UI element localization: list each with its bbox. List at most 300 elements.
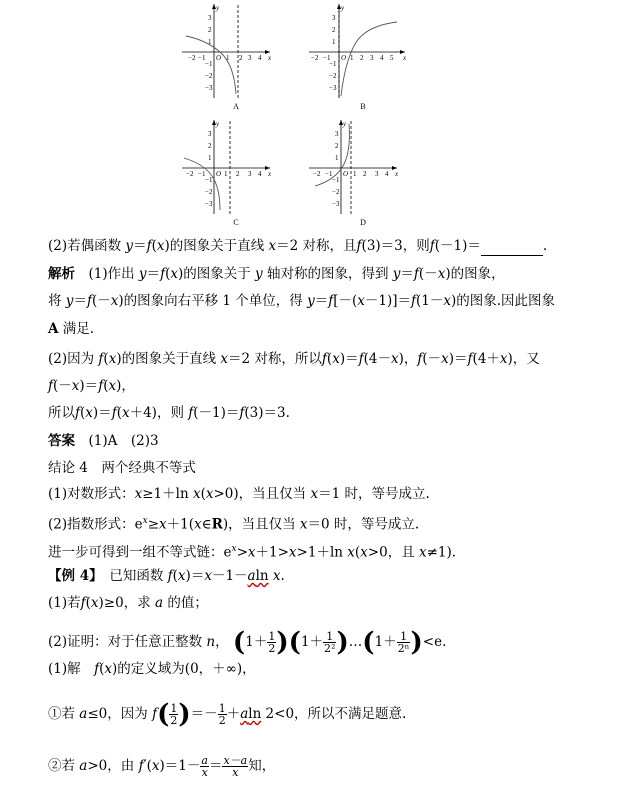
text: ＋1> <box>255 544 289 561</box>
graph-d-plot <box>305 118 425 218</box>
text: ＋ <box>226 706 241 722</box>
var: f <box>167 568 173 584</box>
graph-c-x-label: x <box>268 170 272 178</box>
example-label: 【例 4】 <box>48 568 96 584</box>
var: f <box>328 293 334 309</box>
left-paren: ( <box>362 627 375 658</box>
var: a <box>240 706 249 722</box>
var: x <box>441 351 449 367</box>
numerator: 1 <box>397 631 411 643</box>
graph-d-xtick: −2 <box>313 170 321 178</box>
text: 满足. <box>58 321 95 337</box>
text: ( <box>103 378 109 394</box>
var: x <box>142 516 148 526</box>
fraction <box>218 703 227 726</box>
fraction <box>323 631 336 654</box>
text: ＋1( <box>166 516 194 533</box>
denominator: x <box>232 766 239 779</box>
var: x <box>220 351 229 367</box>
graph-b-y-label: y <box>341 4 345 12</box>
var: x <box>159 516 167 533</box>
var: f <box>467 351 473 367</box>
graph-a-plot <box>178 2 298 102</box>
text: <e. <box>422 634 447 650</box>
example-4-q1 <box>48 594 208 612</box>
text: ≠1). <box>426 544 457 561</box>
text: (－ <box>418 266 438 282</box>
text: 1＋ <box>374 634 397 650</box>
graph-c-ytick: −3 <box>205 200 213 208</box>
text: )＝ <box>185 568 205 584</box>
text: )的图象， <box>445 266 505 282</box>
text: 结论 4 两个经典不等式 <box>48 460 196 476</box>
text: (－ <box>91 293 111 309</box>
var: x <box>108 378 117 394</box>
var: x <box>357 293 365 309</box>
denominator: 2 <box>268 642 276 655</box>
graph-c-xtick: 2 <box>236 170 240 178</box>
left-paren: ( <box>157 699 170 730</box>
graph-c-xtick: −2 <box>186 170 194 178</box>
graph-c-ytick: −1 <box>205 176 213 184</box>
text: (－ <box>53 378 72 394</box>
text: >1＋ <box>296 544 330 561</box>
text: >0，且 <box>367 544 419 561</box>
denominator: 2 <box>170 714 178 727</box>
graph-a-ytick: −1 <box>205 60 213 68</box>
right-paren: ) <box>276 627 289 658</box>
var: f <box>98 378 104 394</box>
text: ≥1＋ <box>142 486 176 502</box>
text: ＝2 对称，且 <box>276 238 357 254</box>
graph-b-ytick: −3 <box>329 84 337 92</box>
question-2 <box>48 237 547 256</box>
var: x <box>360 544 368 561</box>
solution-line-1 <box>48 265 505 283</box>
var: y <box>125 238 134 254</box>
var: f <box>239 405 245 421</box>
var: x <box>151 758 160 774</box>
graph-a-xtick: 1 <box>226 54 230 62</box>
text: ln <box>255 568 269 584</box>
inequality-exp <box>48 512 419 534</box>
fraction <box>222 755 248 778</box>
text: ≤0，因为 <box>87 706 153 722</box>
text: )，又 <box>507 351 540 367</box>
inequality-log <box>48 485 430 503</box>
graph-a-y-label: y <box>216 4 220 12</box>
var: a <box>247 568 256 584</box>
text: 知， <box>248 758 276 774</box>
graph-a-xtick: −2 <box>188 54 196 62</box>
text: (2)证明：对于任意正整数 <box>48 634 207 650</box>
text: ( <box>116 405 122 421</box>
option-graphs <box>0 0 618 232</box>
fraction <box>267 631 276 654</box>
graph-c-xtick: 3 <box>248 170 252 178</box>
text: (4＋ <box>472 351 500 367</box>
graph-b-x-label: x <box>403 54 407 62</box>
text: 的值； <box>163 595 208 611</box>
conclusion-heading <box>48 459 196 477</box>
text: ＝ <box>208 758 223 774</box>
var: x <box>194 516 202 533</box>
graph-a-xtick: O <box>216 54 222 62</box>
text: (2)指数形式：e <box>48 516 143 533</box>
text: 2<0，所以不满足题意. <box>261 706 407 722</box>
text: A <box>48 321 59 337</box>
numerator: 1 <box>218 702 226 715</box>
text: (1)若 <box>48 595 81 611</box>
text: )， <box>116 378 135 394</box>
graph-b-xtick: O <box>341 54 347 62</box>
var: a <box>79 758 88 774</box>
text: )≥0，求 <box>98 595 155 611</box>
graph-d-ytick: 2 <box>335 142 339 150</box>
var: x <box>85 405 93 421</box>
text: )＝ <box>92 405 112 421</box>
var: x <box>204 568 212 584</box>
right-paren: ) <box>410 627 423 658</box>
graph-a-xtick: 3 <box>248 54 252 62</box>
graph-d <box>305 118 425 230</box>
text: >0，由 <box>87 758 139 774</box>
text: ( <box>99 661 105 677</box>
var: x <box>332 351 340 367</box>
text: ( <box>165 266 171 282</box>
graph-c-ytick: 2 <box>208 142 212 150</box>
graph-d-ytick: −1 <box>332 176 340 184</box>
graph-a-ytick: −3 <box>205 84 213 92</box>
var: a <box>79 706 88 722</box>
text: 已知函数 <box>95 568 168 584</box>
graph-d-ytick: −3 <box>332 200 340 208</box>
text: >0)，当且仅当 <box>213 486 311 502</box>
left-paren: ( <box>288 627 301 658</box>
numerator: 1 <box>268 630 276 643</box>
var: f <box>358 351 364 367</box>
graph-b-xtick: 3 <box>370 54 374 62</box>
var: x <box>299 516 308 533</box>
text: ln <box>329 544 343 561</box>
text: ′( <box>143 758 152 774</box>
var: y <box>255 266 263 282</box>
var: x <box>437 266 446 282</box>
text: (2)若偶函数 <box>48 238 126 254</box>
graph-d-ytick: 3 <box>335 130 339 138</box>
graph-c-ytick: −2 <box>205 188 213 196</box>
text: . <box>542 238 548 254</box>
var: f <box>111 405 117 421</box>
var: x <box>110 293 119 309</box>
text: ln <box>248 706 262 722</box>
text: ＝ <box>314 293 329 309</box>
var: f <box>138 758 144 774</box>
text: )＝1－ <box>159 758 201 774</box>
denominator: 2ⁿ <box>397 642 410 655</box>
text: )的图象向右平移 1 个单位，得 <box>118 293 308 309</box>
var: x <box>231 544 237 554</box>
text: ( <box>172 568 178 584</box>
text: ②若 <box>48 758 80 774</box>
var: x <box>177 568 186 584</box>
graph-c-ytick: 3 <box>208 130 212 138</box>
graph-c <box>178 118 298 230</box>
text: )的图象关于直线 <box>164 238 269 254</box>
graph-b-xtick: 1 <box>350 54 354 62</box>
var: x <box>247 544 256 561</box>
graph-a-ytick: 3 <box>208 14 212 22</box>
graph-c-xtick: 1 <box>224 170 228 178</box>
var: x <box>108 351 117 367</box>
graph-b-xtick: −2 <box>311 54 319 62</box>
text: ＝1 时，等号成立. <box>318 486 430 502</box>
text: ＝ <box>73 293 87 309</box>
graph-c-xtick: 4 <box>258 170 262 178</box>
example-4-q2 <box>48 628 446 656</box>
answer-blank <box>481 237 543 256</box>
text: 进一步可得到一组不等式链：e <box>48 544 232 561</box>
text: (－ <box>422 351 442 367</box>
text: －1)]＝ <box>364 293 412 309</box>
graph-b-ytick: 2 <box>332 26 336 34</box>
denominator: 2² <box>324 642 336 655</box>
numerator: a <box>201 754 208 767</box>
graph-c-y-label: y <box>216 120 220 128</box>
graph-b-plot <box>305 2 425 102</box>
graph-b-xtick: 4 <box>380 54 384 62</box>
text: ( <box>103 351 109 367</box>
solution-line-5 <box>48 377 135 395</box>
text: －1－ <box>211 568 248 584</box>
numerator: 1 <box>323 631 336 643</box>
text: 1＋ <box>245 634 268 650</box>
text: ( <box>354 544 361 561</box>
right-paren: ) <box>336 627 349 658</box>
text: ＝ <box>400 266 414 282</box>
graph-d-ytick: −2 <box>332 188 340 196</box>
text: ， <box>215 634 229 650</box>
graph-a-xtick: 4 <box>258 54 262 62</box>
graph-b-caption: B <box>360 102 366 111</box>
text: [－( <box>333 293 358 309</box>
var: x <box>390 351 399 367</box>
var: f <box>429 238 435 254</box>
var: x <box>90 595 99 611</box>
graph-d-xtick: −1 <box>325 170 333 178</box>
text: (4－ <box>363 351 391 367</box>
graph-a-x-label: x <box>268 54 272 62</box>
text: ( <box>200 486 206 502</box>
graph-b-ytick: 3 <box>332 14 336 22</box>
text: ＝ <box>146 266 161 282</box>
graph-b-xtick: 5 <box>390 54 394 62</box>
text: (1)解 <box>48 661 95 677</box>
graph-b-xtick: 2 <box>360 54 364 62</box>
solution-line-4 <box>48 350 540 368</box>
graph-d-xtick: O <box>343 170 349 178</box>
graph-a-xtick: 2 <box>239 54 243 62</box>
text: (1)对数形式： <box>48 486 135 502</box>
solution-label: 解析 <box>48 266 75 282</box>
var: x <box>71 378 80 394</box>
inequality-chain <box>48 540 456 562</box>
graph-c-caption: C <box>233 218 239 227</box>
text: (1－ <box>416 293 444 309</box>
ellipsis: … <box>348 634 363 650</box>
right-paren: ) <box>178 699 191 730</box>
var: x <box>272 568 281 584</box>
var: f <box>356 238 362 254</box>
graph-d-xtick: 1 <box>353 170 357 178</box>
text: (2)因为 <box>48 351 99 367</box>
text: ( <box>80 405 86 421</box>
graph-d-xtick: 3 <box>375 170 379 178</box>
text: 将 <box>48 293 66 309</box>
var: x <box>205 486 214 502</box>
text: R <box>211 516 223 533</box>
graph-c-plot <box>178 118 298 218</box>
var: f <box>417 351 423 367</box>
var: f <box>411 293 417 309</box>
graph-b-ytick: −1 <box>329 60 337 68</box>
graph-d-caption: D <box>360 218 366 227</box>
numerator: 1 <box>170 702 178 715</box>
var: f <box>80 595 86 611</box>
text: (3)＝3，则 <box>361 238 430 254</box>
fraction <box>397 631 411 654</box>
graph-a <box>178 2 298 114</box>
graph-d-xtick: 4 <box>385 170 389 178</box>
text: ＝－ <box>190 706 218 722</box>
answer-label: 答案 <box>48 433 75 449</box>
var: f <box>146 238 152 254</box>
text: > <box>236 544 248 561</box>
graph-c-ytick: 1 <box>208 154 212 162</box>
var: f <box>75 405 80 421</box>
var: x <box>347 544 355 561</box>
text: )＝ <box>448 351 468 367</box>
var: x <box>443 293 451 309</box>
answer-text: (1)A (2)3 <box>75 433 159 449</box>
graph-b-ytick: −2 <box>329 72 337 80</box>
text: ( <box>326 351 333 367</box>
text: (3)＝3. <box>244 405 290 421</box>
var: y <box>65 293 74 309</box>
text: 1＋ <box>300 634 324 650</box>
var: f <box>188 405 194 421</box>
graph-a-caption: A <box>233 102 239 111</box>
var: x <box>170 266 178 282</box>
var: x <box>499 351 508 367</box>
var: x <box>268 238 277 254</box>
text: ①若 <box>48 706 80 722</box>
text: (－1)＝ <box>193 405 240 421</box>
graph-d-y-label: y <box>343 120 347 128</box>
case-2 <box>48 752 275 780</box>
var: x <box>288 544 297 561</box>
example-4-solution-1 <box>48 660 256 678</box>
text: )＝ <box>339 351 359 367</box>
var: f <box>160 266 166 282</box>
text: ≥ <box>147 516 160 533</box>
text: )的图象.因此图象 <box>451 293 556 309</box>
graph-d-x-label: x <box>395 170 399 178</box>
graph-b-ytick: 1 <box>332 38 336 46</box>
text: )的图象关于直线 <box>116 351 221 367</box>
text: . <box>280 568 285 584</box>
graph-c-xtick: −1 <box>198 170 206 178</box>
text: 轴对称的图象，得到 <box>262 266 393 282</box>
text: )的图象关于 <box>177 266 256 282</box>
var: f <box>152 706 158 722</box>
var: x <box>121 405 130 421</box>
var: x <box>134 486 143 502</box>
var: f <box>48 378 53 394</box>
var: x <box>310 486 319 502</box>
denominator: 2 <box>218 714 226 727</box>
var: f <box>86 293 92 309</box>
text: )，当且仅当 <box>222 516 300 533</box>
text: ＝2 对称，所以 <box>228 351 322 367</box>
text: ＝0 时，等号成立. <box>307 516 420 533</box>
answer-line <box>48 432 159 450</box>
var: y <box>138 266 147 282</box>
var: x <box>156 238 165 254</box>
var: f <box>321 351 327 367</box>
left-paren: ( <box>232 627 246 658</box>
var: f <box>98 351 104 367</box>
var: n <box>206 634 216 650</box>
var: x <box>419 544 427 561</box>
text: )的定义域为(0，＋∞)， <box>112 661 256 677</box>
var: y <box>392 266 401 282</box>
var: y <box>307 293 315 309</box>
solution-line-6 <box>48 404 290 422</box>
var: x <box>104 661 113 677</box>
text: ( <box>85 595 91 611</box>
text: )， <box>398 351 418 367</box>
fraction <box>200 755 209 778</box>
var: f <box>413 266 419 282</box>
text: ln <box>175 486 189 502</box>
example-4-heading <box>48 567 285 585</box>
denominator: x <box>201 766 208 779</box>
solution-line-3 <box>48 320 94 338</box>
text: ＋4)，则 <box>129 405 189 421</box>
case-1 <box>48 700 406 728</box>
var: f <box>94 661 100 677</box>
graph-d-ytick: 1 <box>335 154 339 162</box>
numerator: x－a <box>223 754 248 767</box>
graph-a-ytick: −2 <box>205 72 213 80</box>
graph-a-ytick: 1 <box>208 38 212 46</box>
text: ( <box>151 238 157 254</box>
graph-c-xtick: O <box>216 170 222 178</box>
graph-d-xtick: 2 <box>363 170 367 178</box>
text: 所以 <box>48 405 75 421</box>
graph-b <box>305 2 425 114</box>
var: x <box>192 486 201 502</box>
text: ＝ <box>133 238 147 254</box>
var: a <box>155 595 164 611</box>
text: ∈ <box>201 516 212 533</box>
graph-a-xtick: −1 <box>198 54 206 62</box>
solution-line-2 <box>48 292 555 310</box>
graph-a-ytick: 2 <box>208 26 212 34</box>
text: (－1)＝ <box>434 238 481 254</box>
text: (1)作出 <box>75 266 139 282</box>
